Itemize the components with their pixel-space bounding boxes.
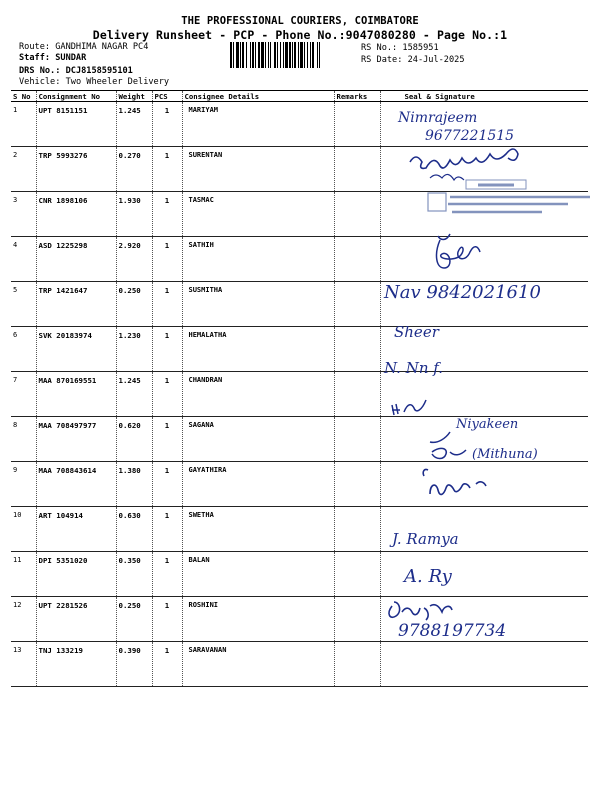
row-consignment: CNR 1898106 bbox=[36, 192, 116, 237]
staff-value: SUNDAR bbox=[55, 53, 87, 63]
row-consignee: MARIYAM bbox=[182, 102, 334, 147]
row-consignee: CHANDRAN bbox=[182, 372, 334, 417]
row-sno: 1 bbox=[11, 102, 36, 147]
vehicle-line: Vehicle: Two Wheeler Delivery bbox=[19, 77, 170, 87]
row-consignment: MAA 708843614 bbox=[36, 462, 116, 507]
col-consignment-header: Consignment No bbox=[36, 91, 116, 102]
col-pcs-header: PCS bbox=[152, 91, 182, 102]
signature-8-paren: (Mithuna) bbox=[472, 447, 538, 462]
row-signature bbox=[380, 192, 588, 237]
signature-7: N. Nn f. bbox=[384, 359, 444, 377]
runsheet-subtitle: Delivery Runsheet - PCP - Phone No.:9047080280 - Page No.:1 bbox=[92, 28, 508, 42]
row-pcs: 1 bbox=[152, 372, 182, 417]
row-pcs: 1 bbox=[152, 192, 182, 237]
row-remarks bbox=[334, 507, 380, 552]
row-sno: 11 bbox=[11, 552, 36, 597]
row-weight: 1.930 bbox=[116, 192, 152, 237]
row-signature bbox=[380, 417, 588, 462]
row-signature bbox=[380, 102, 588, 147]
row-consignee: SURENTAN bbox=[182, 147, 334, 192]
row-remarks bbox=[334, 372, 380, 417]
row-weight: 1.245 bbox=[116, 102, 152, 147]
row-consignment: TRP 1421647 bbox=[36, 282, 116, 327]
row-pcs: 1 bbox=[152, 462, 182, 507]
row-sno: 4 bbox=[11, 237, 36, 282]
row-remarks bbox=[334, 282, 380, 327]
row-sno: 5 bbox=[11, 282, 36, 327]
row-consignee: GAYATHIRA bbox=[182, 462, 334, 507]
rs-date-value: 24-Jul-2025 bbox=[407, 55, 465, 65]
signature-8-name: Niyakeen bbox=[456, 417, 519, 432]
col-consignee-header: Consignee Details bbox=[182, 91, 334, 102]
row-remarks bbox=[334, 417, 380, 462]
row-weight: 1.245 bbox=[116, 372, 152, 417]
drs-line: DRS No.: DCJ8158595101 bbox=[19, 66, 133, 76]
table-row bbox=[11, 507, 588, 552]
row-consignment: UPT 8151151 bbox=[36, 102, 116, 147]
row-weight: 2.920 bbox=[116, 237, 152, 282]
row-consignee: SAGANA bbox=[182, 417, 334, 462]
row-consignee: ROSHINI bbox=[182, 597, 334, 642]
row-sno: 6 bbox=[11, 327, 36, 372]
company-title: THE PROFESSIONAL COURIERS, COIMBATORE bbox=[181, 15, 419, 27]
row-sno: 13 bbox=[11, 642, 36, 687]
row-consignee: SARAVANAN bbox=[182, 642, 334, 687]
row-weight: 0.250 bbox=[116, 282, 152, 327]
row-pcs: 1 bbox=[152, 417, 182, 462]
row-signature bbox=[380, 642, 588, 687]
row-weight: 0.390 bbox=[116, 642, 152, 687]
row-signature bbox=[380, 597, 588, 642]
row-signature bbox=[380, 372, 588, 417]
col-weight-header: Weight bbox=[116, 91, 152, 102]
table-row bbox=[11, 372, 588, 417]
row-consignment: MAA 708497977 bbox=[36, 417, 116, 462]
row-pcs: 1 bbox=[152, 507, 182, 552]
route-line: Route: GANDHIMA NAGAR PC4 bbox=[19, 42, 149, 52]
signature-12: A. Ry bbox=[404, 566, 452, 587]
row-remarks bbox=[334, 642, 380, 687]
row-pcs: 1 bbox=[152, 642, 182, 687]
row-consignee: SUSMITHA bbox=[182, 282, 334, 327]
row-consignee: BALAN bbox=[182, 552, 334, 597]
table-row bbox=[11, 237, 588, 282]
table-row bbox=[11, 552, 588, 597]
table-row bbox=[11, 597, 588, 642]
row-pcs: 1 bbox=[152, 102, 182, 147]
row-consignee: TASMAC bbox=[182, 192, 334, 237]
row-pcs: 1 bbox=[152, 147, 182, 192]
row-weight: 1.380 bbox=[116, 462, 152, 507]
rs-no-value: 1585951 bbox=[402, 43, 439, 53]
col-sno-header: S No bbox=[11, 91, 36, 102]
row-consignment: SVK 20183974 bbox=[36, 327, 116, 372]
row-sno: 8 bbox=[11, 417, 36, 462]
drs-value: DCJ8158595101 bbox=[65, 66, 133, 76]
signature-1-phone: 9677221515 bbox=[425, 128, 515, 144]
table-row bbox=[11, 192, 588, 237]
table-row bbox=[11, 417, 588, 462]
row-signature bbox=[380, 327, 588, 372]
row-remarks bbox=[334, 327, 380, 372]
table-header-row bbox=[11, 91, 588, 102]
row-signature bbox=[380, 552, 588, 597]
signature-11: J. Ramya bbox=[392, 530, 459, 548]
row-consignee: SATHIH bbox=[182, 237, 334, 282]
row-weight: 0.630 bbox=[116, 507, 152, 552]
row-consignment: TRP 5993276 bbox=[36, 147, 116, 192]
rs-date-line: RS Date: 24-Jul-2025 bbox=[361, 55, 465, 65]
signature-13-phone: 9788197734 bbox=[398, 621, 507, 641]
row-consignment: UPT 2281526 bbox=[36, 597, 116, 642]
table-row bbox=[11, 327, 588, 372]
runsheet-table bbox=[11, 90, 588, 687]
row-sno: 7 bbox=[11, 372, 36, 417]
row-consignee: HEMALATHA bbox=[182, 327, 334, 372]
row-consignment: ART 104914 bbox=[36, 507, 116, 552]
row-consignee: SWETHA bbox=[182, 507, 334, 552]
row-pcs: 1 bbox=[152, 552, 182, 597]
row-pcs: 1 bbox=[152, 237, 182, 282]
row-sno: 10 bbox=[11, 507, 36, 552]
table-row bbox=[11, 282, 588, 327]
row-consignment: MAA 870169551 bbox=[36, 372, 116, 417]
route-value: GANDHIMA NAGAR PC4 bbox=[55, 42, 149, 52]
row-pcs: 1 bbox=[152, 327, 182, 372]
row-consignment: DPI 5351020 bbox=[36, 552, 116, 597]
rs-no-line: RS No.: 1585951 bbox=[361, 43, 439, 53]
row-weight: 0.620 bbox=[116, 417, 152, 462]
staff-line: Staff: SUNDAR bbox=[19, 53, 87, 63]
row-remarks bbox=[334, 462, 380, 507]
signature-1-name: Nimrajeem bbox=[398, 110, 478, 126]
row-signature bbox=[380, 507, 588, 552]
row-weight: 0.270 bbox=[116, 147, 152, 192]
col-signature-header: Seal & Signature bbox=[380, 91, 588, 102]
barcode bbox=[230, 42, 356, 68]
table-row bbox=[11, 642, 588, 687]
row-signature bbox=[380, 462, 588, 507]
row-remarks bbox=[334, 102, 380, 147]
row-sno: 12 bbox=[11, 597, 36, 642]
table-row bbox=[11, 147, 588, 192]
row-weight: 0.350 bbox=[116, 552, 152, 597]
row-remarks bbox=[334, 237, 380, 282]
row-remarks bbox=[334, 147, 380, 192]
table-row bbox=[11, 102, 588, 147]
table-row bbox=[11, 462, 588, 507]
row-consignment: ASD 1225298 bbox=[36, 237, 116, 282]
row-weight: 1.230 bbox=[116, 327, 152, 372]
row-remarks bbox=[334, 597, 380, 642]
row-weight: 0.250 bbox=[116, 597, 152, 642]
signature-6: Sheer bbox=[394, 323, 439, 341]
row-sno: 2 bbox=[11, 147, 36, 192]
row-remarks bbox=[334, 192, 380, 237]
row-sno: 3 bbox=[11, 192, 36, 237]
row-pcs: 1 bbox=[152, 597, 182, 642]
row-sno: 9 bbox=[11, 462, 36, 507]
row-consignment: TNJ 133219 bbox=[36, 642, 116, 687]
row-pcs: 1 bbox=[152, 282, 182, 327]
row-signature bbox=[380, 147, 588, 192]
vehicle-value: Two Wheeler Delivery bbox=[65, 77, 170, 87]
row-signature bbox=[380, 237, 588, 282]
signature-5: Nav 9842021610 bbox=[384, 282, 541, 303]
col-remarks-header: Remarks bbox=[334, 91, 380, 102]
row-signature bbox=[380, 282, 588, 327]
row-remarks bbox=[334, 552, 380, 597]
